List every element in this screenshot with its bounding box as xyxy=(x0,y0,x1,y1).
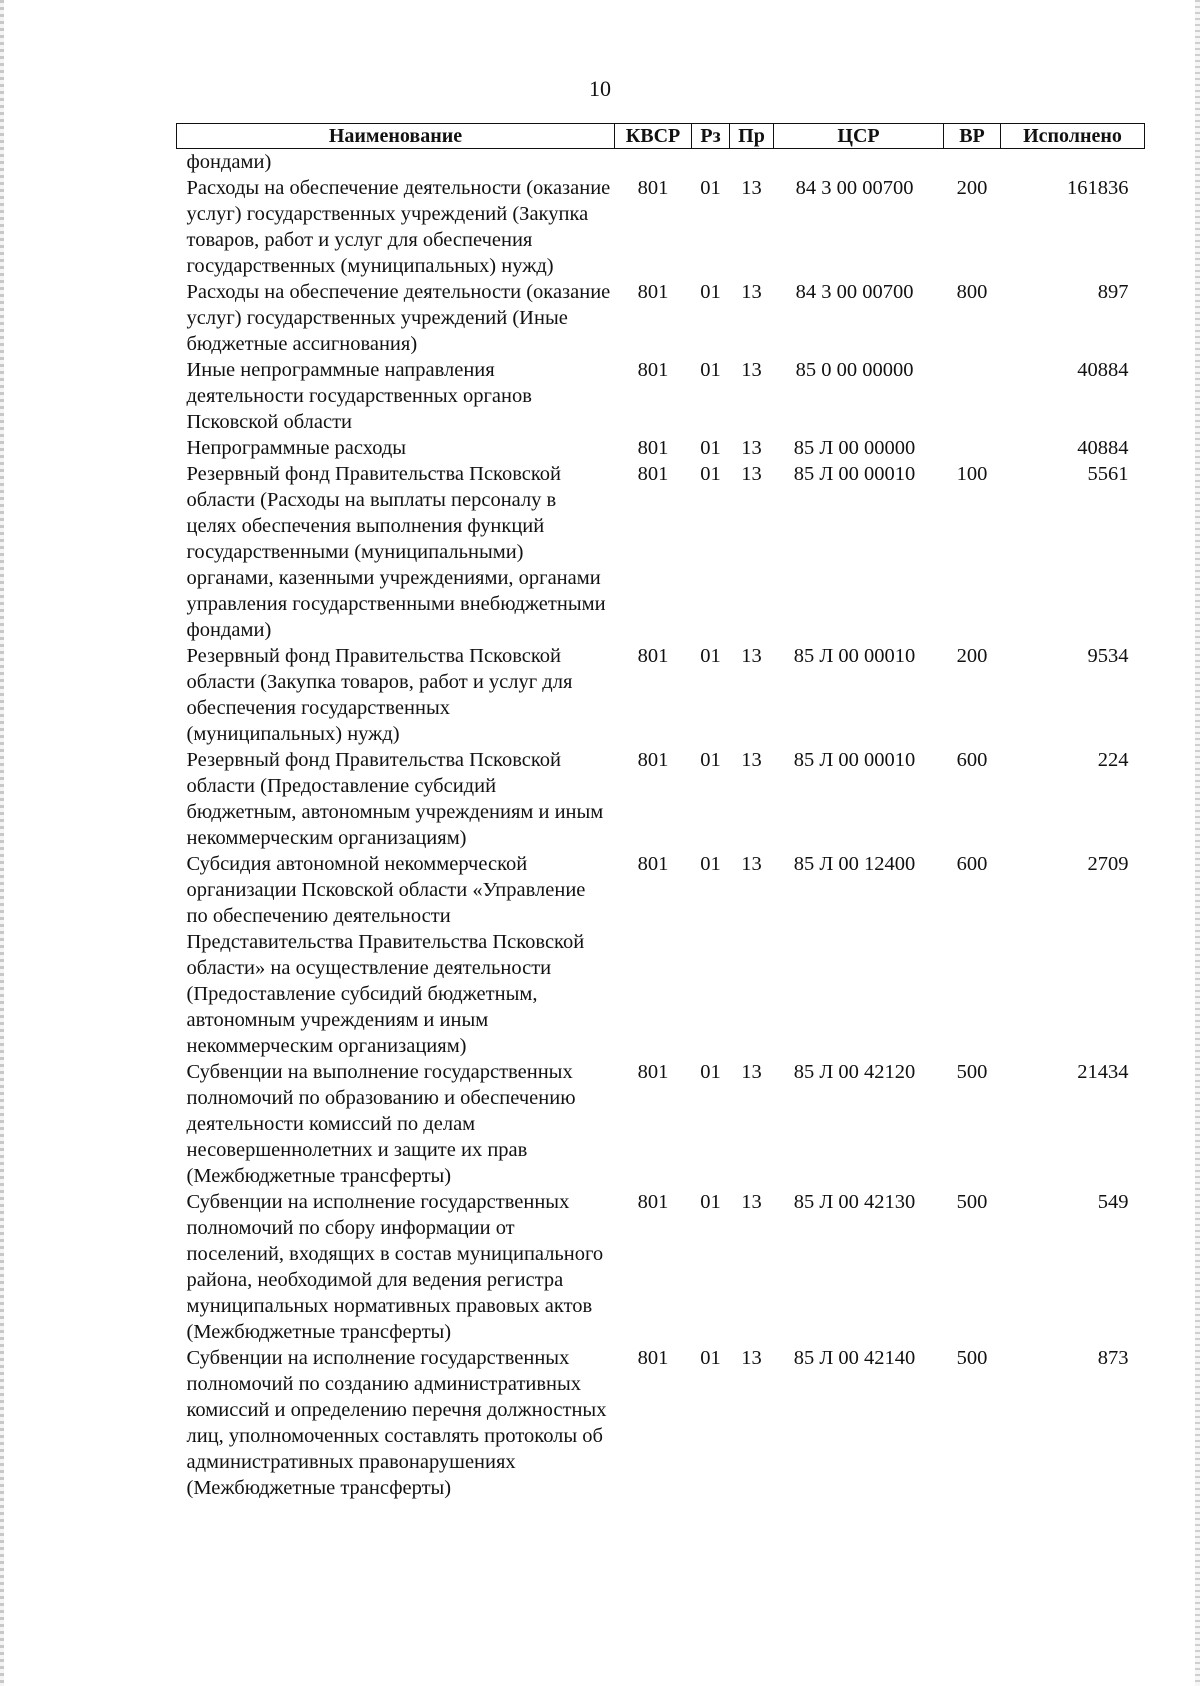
cell-csr: 85 Л 00 00000 xyxy=(793,437,916,459)
table-row xyxy=(177,357,1145,435)
cell-name: Субвенции на выполнение государственных полномочий по образованию и обеспечению деятельности комиссий по делам несовершеннолетних и защите их прав (Межбюджетные трансферты) xyxy=(186,1061,576,1187)
cell-csr: 85 Л 00 42120 xyxy=(793,1061,916,1083)
cell-name: Расходы на обеспечение деятельности (оказание услуг) государственных учреждений (Иные бюджетные ассигнования) xyxy=(186,281,611,355)
cell-pr xyxy=(730,149,774,176)
table-row xyxy=(177,149,1145,176)
cell-pr: 13 xyxy=(741,177,762,199)
scan-edge-left xyxy=(0,0,4,1686)
header-pr: Пр xyxy=(730,124,774,149)
scan-edge-right xyxy=(1195,0,1200,1686)
cell-kvsr: 801 xyxy=(637,359,669,381)
table-row xyxy=(177,435,1145,461)
cell-pr: 13 xyxy=(741,1191,762,1213)
cell-name: Субвенции на исполнение государственных полномочий по сбору информации от поселений, входящих в состав муниципального района, необходимой для ведения регистра муниципальных нормативных правовых актов (Межбюджетные трансферты) xyxy=(186,1191,604,1343)
table-header-row xyxy=(177,124,1145,149)
cell-vr xyxy=(944,435,1001,461)
cell-name: Иные непрограммные направления деятельности государственных органов Псковской области xyxy=(186,359,532,433)
table-row xyxy=(177,1345,1145,1501)
table-row xyxy=(177,279,1145,357)
table-row xyxy=(177,643,1145,747)
cell-name: Субвенции на исполнение государственных полномочий по созданию административных комиссий и определению перечня должностных лиц, уполномоченных составлять протоколы об административных правонарушениях (Межбюджетные трансферты) xyxy=(186,1347,607,1499)
cell-rz: 01 xyxy=(700,1191,721,1213)
table-row xyxy=(177,747,1145,851)
cell-csr: 85 Л 00 00010 xyxy=(793,749,916,771)
cell-amount: 2709 xyxy=(1087,853,1129,875)
cell-name: Резервный фонд Правительства Псковской области (Предоставление субсидий бюджетным, автономным учреждениям и иным некоммерческим организациям) xyxy=(186,749,604,849)
cell-amount: 549 xyxy=(1097,1191,1129,1213)
cell-vr xyxy=(944,357,1001,435)
header-rz: Рз xyxy=(692,124,730,149)
cell-rz: 01 xyxy=(700,177,721,199)
cell-pr: 13 xyxy=(741,359,762,381)
cell-csr: 85 Л 00 42140 xyxy=(793,1347,916,1369)
cell-csr xyxy=(774,149,944,176)
cell-amount: 21434 xyxy=(1077,1061,1129,1083)
cell-pr: 13 xyxy=(741,281,762,303)
cell-vr: 600 xyxy=(956,853,988,875)
cell-name: Резервный фонд Правительства Псковской области (Расходы на выплаты персоналу в целях обеспечения выполнения функций государственными (муниципальными) органами, казенными учреждениями, органами управления государственными внебюджетными фондами) xyxy=(186,463,606,641)
table-row xyxy=(177,461,1145,643)
cell-vr xyxy=(944,149,1001,176)
cell-rz: 01 xyxy=(700,1347,721,1369)
cell-kvsr xyxy=(615,149,692,176)
cell-rz: 01 xyxy=(700,437,721,459)
cell-name: Субсидия автономной некоммерческой организации Псковской области «Управление по обеспечению деятельности Представительства Правительства Псковской области» на осуществление деятельности (Предоставление субсидий бюджетным, автономным учреждениям и иным некоммерческим организациям) xyxy=(186,853,586,1057)
cell-amount: 897 xyxy=(1097,281,1129,303)
header-csr: ЦСР xyxy=(774,124,944,149)
header-amount: Исполнено xyxy=(1001,124,1145,149)
cell-pr: 13 xyxy=(741,437,762,459)
table-row xyxy=(177,1189,1145,1345)
cell-vr: 100 xyxy=(956,463,988,485)
cell-kvsr: 801 xyxy=(637,177,669,199)
cell-vr: 500 xyxy=(956,1347,988,1369)
cell-amount: 161836 xyxy=(1067,177,1129,199)
cell-name: Резервный фонд Правительства Псковской области (Закупка товаров, работ и услуг для обеспечения государственных (муниципальных) нужд) xyxy=(186,645,573,745)
header-name: Наименование xyxy=(177,124,615,149)
cell-amount: 224 xyxy=(1097,749,1129,771)
cell-vr: 800 xyxy=(956,281,988,303)
cell-name: Непрограммные расходы xyxy=(186,437,407,459)
cell-rz: 01 xyxy=(700,853,721,875)
cell-amount xyxy=(1001,149,1145,176)
cell-pr: 13 xyxy=(741,853,762,875)
cell-vr: 600 xyxy=(956,749,988,771)
cell-csr: 85 0 00 00000 xyxy=(795,359,914,381)
cell-kvsr: 801 xyxy=(637,437,669,459)
cell-rz xyxy=(692,149,730,176)
cell-kvsr: 801 xyxy=(637,281,669,303)
cell-pr: 13 xyxy=(741,749,762,771)
table-row xyxy=(177,1059,1145,1189)
cell-vr: 200 xyxy=(956,177,988,199)
cell-rz: 01 xyxy=(700,281,721,303)
cell-csr: 85 Л 00 00010 xyxy=(793,645,916,667)
cell-kvsr: 801 xyxy=(637,1191,669,1213)
cell-kvsr: 801 xyxy=(637,1061,669,1083)
cell-kvsr: 801 xyxy=(637,749,669,771)
cell-name: фондами) xyxy=(186,151,272,173)
page-number: 10 xyxy=(589,76,611,101)
cell-vr: 500 xyxy=(956,1191,988,1213)
cell-rz: 01 xyxy=(700,645,721,667)
header-vr: ВР xyxy=(944,124,1001,149)
cell-pr: 13 xyxy=(741,1347,762,1369)
cell-rz: 01 xyxy=(700,749,721,771)
cell-amount: 40884 xyxy=(1077,359,1129,381)
cell-amount: 9534 xyxy=(1087,645,1129,667)
cell-amount: 5561 xyxy=(1087,463,1129,485)
cell-csr: 85 Л 00 42130 xyxy=(793,1191,916,1213)
table-row xyxy=(177,851,1145,1059)
cell-rz: 01 xyxy=(700,359,721,381)
cell-vr: 500 xyxy=(956,1061,988,1083)
table-body xyxy=(177,149,1145,1502)
header-kvsr: КВСР xyxy=(615,124,692,149)
cell-pr: 13 xyxy=(741,1061,762,1083)
cell-name: Расходы на обеспечение деятельности (оказание услуг) государственных учреждений (Закупка товаров, работ и услуг для обеспечения государственных (муниципальных) нужд) xyxy=(186,177,611,277)
cell-kvsr: 801 xyxy=(637,853,669,875)
cell-rz: 01 xyxy=(700,1061,721,1083)
cell-kvsr: 801 xyxy=(637,645,669,667)
cell-kvsr: 801 xyxy=(637,1347,669,1369)
cell-amount: 873 xyxy=(1097,1347,1129,1369)
cell-vr: 200 xyxy=(956,645,988,667)
table-row xyxy=(177,175,1145,279)
cell-amount: 40884 xyxy=(1077,437,1129,459)
cell-csr: 85 Л 00 00010 xyxy=(793,463,916,485)
cell-kvsr: 801 xyxy=(637,463,669,485)
cell-csr: 84 3 00 00700 xyxy=(795,281,914,303)
cell-rz: 01 xyxy=(700,463,721,485)
budget-table xyxy=(176,123,1145,1501)
cell-csr: 84 3 00 00700 xyxy=(795,177,914,199)
cell-pr: 13 xyxy=(741,645,762,667)
cell-pr: 13 xyxy=(741,463,762,485)
cell-csr: 85 Л 00 12400 xyxy=(793,853,916,875)
